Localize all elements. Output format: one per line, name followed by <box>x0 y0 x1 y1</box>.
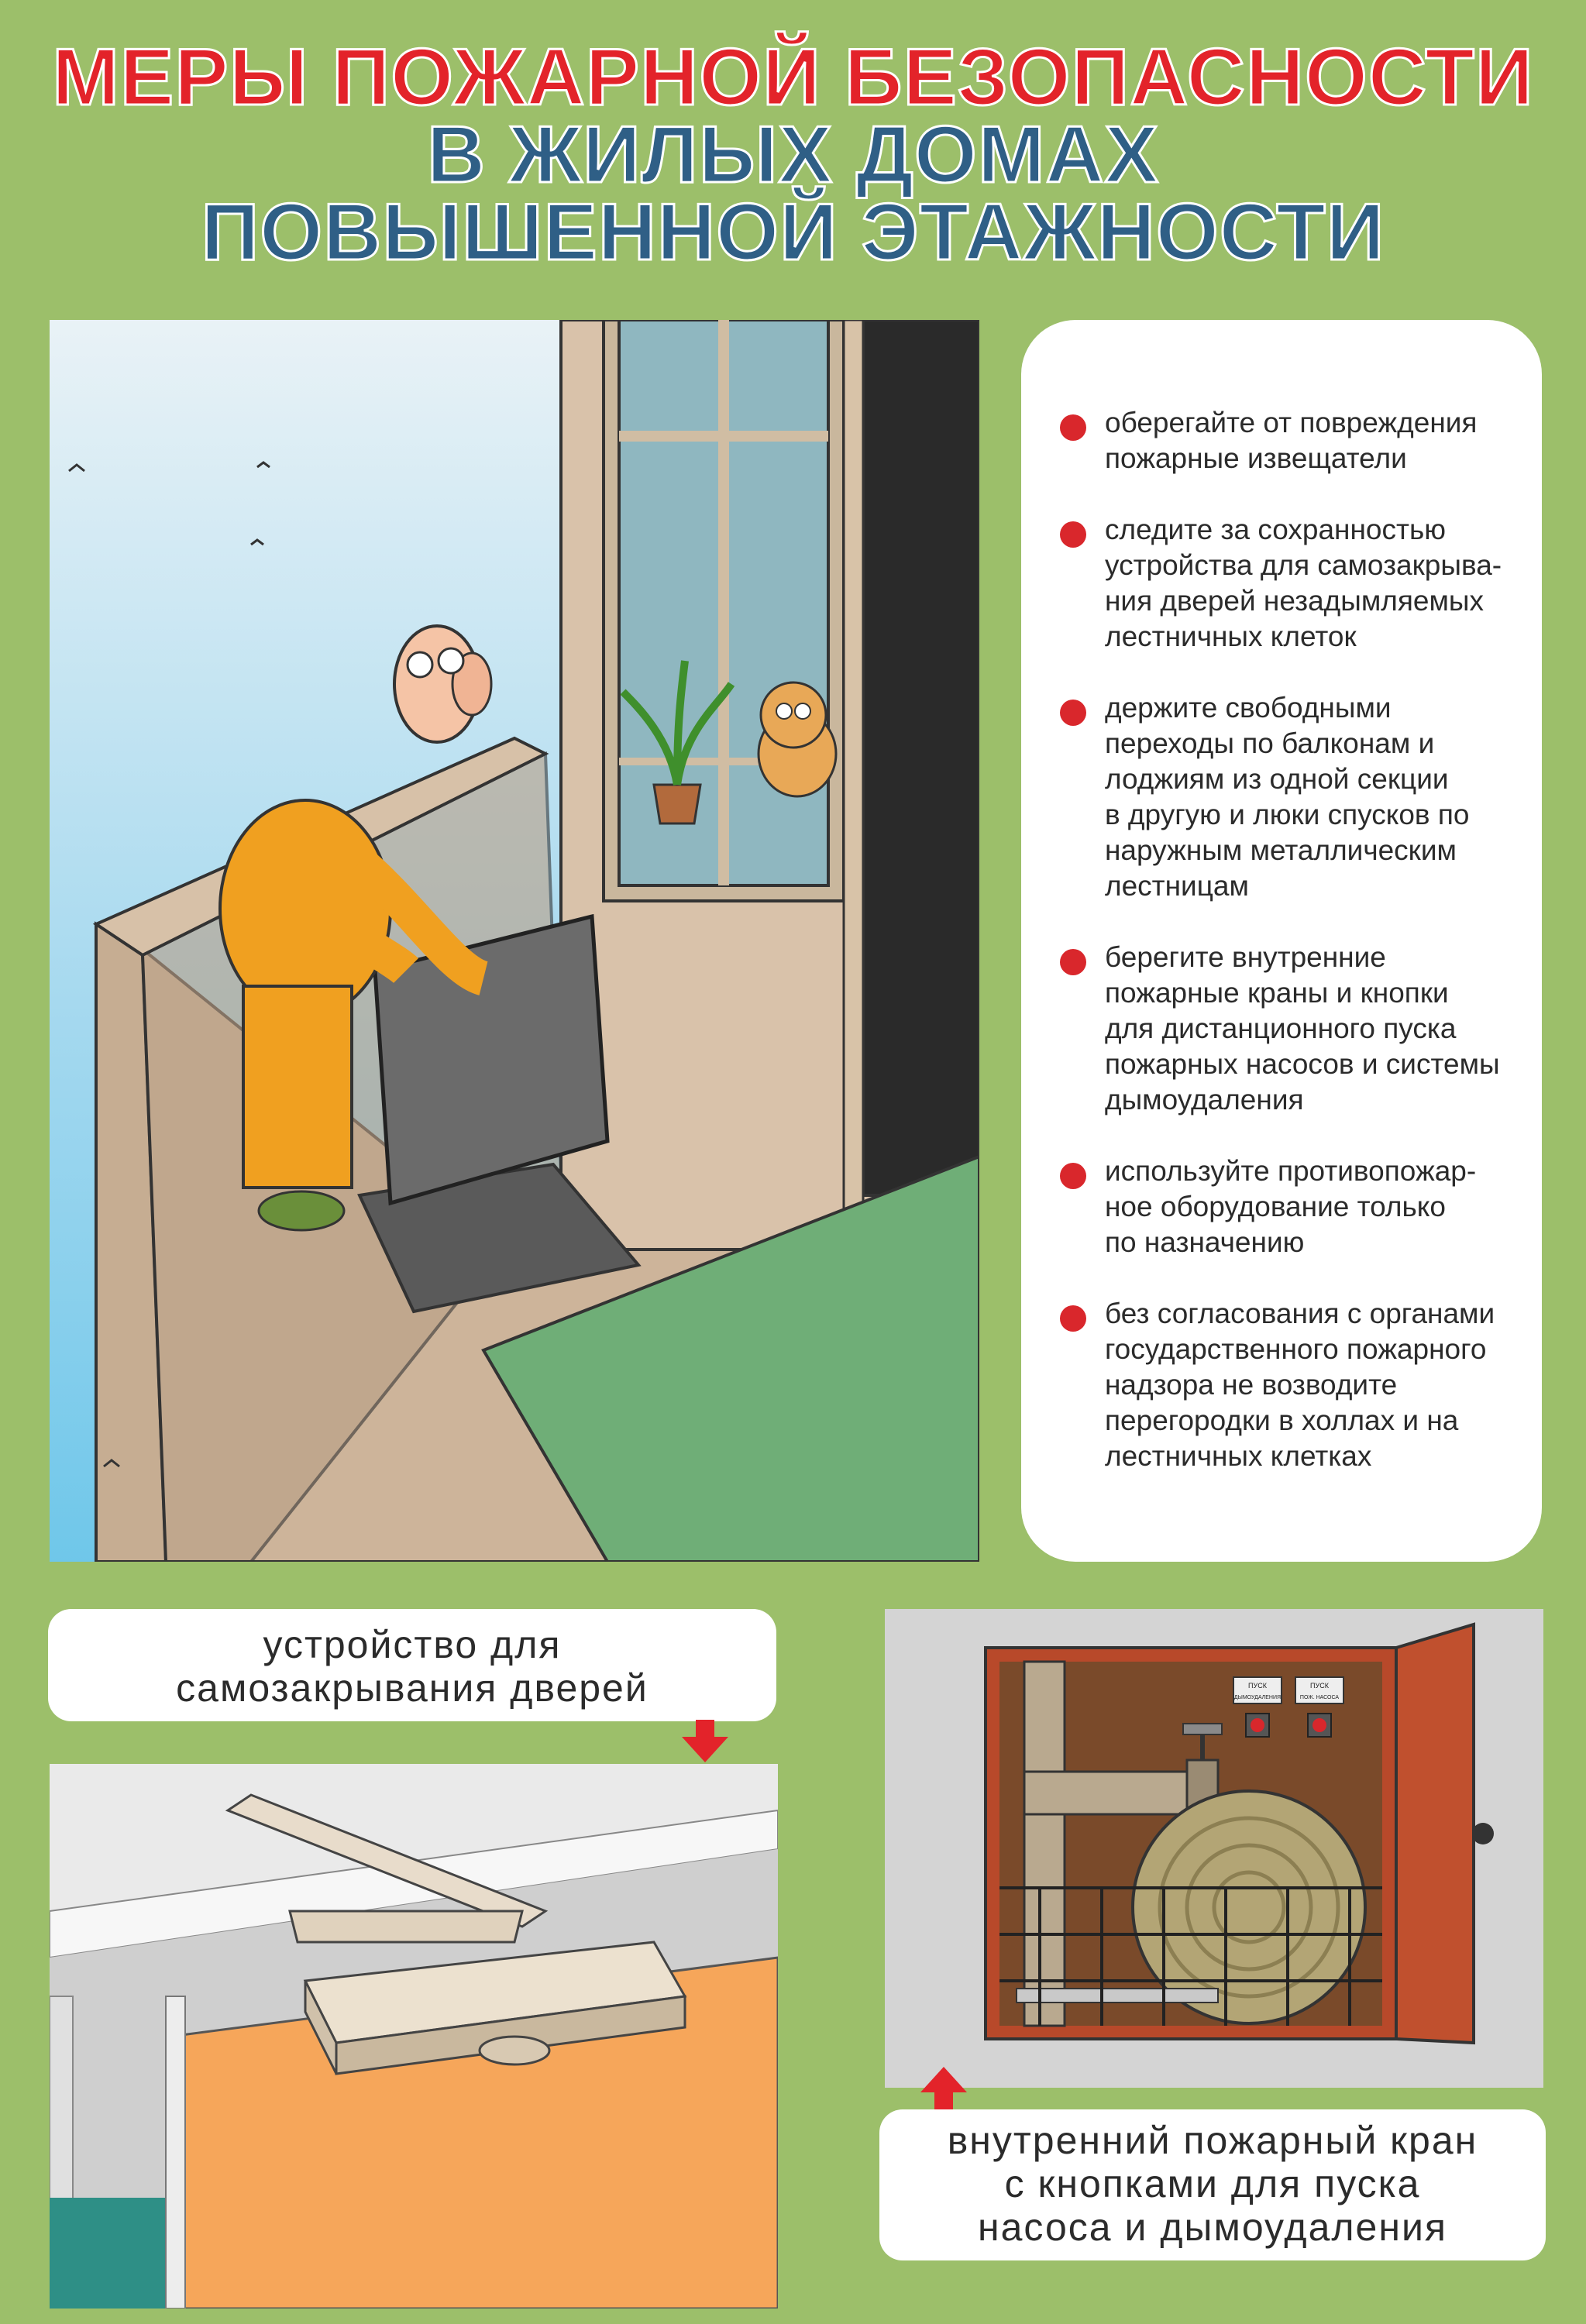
tip-text: используйте противопожар- ное оборудование только по назначению <box>1105 1155 1477 1258</box>
fire-hydrant-illustration <box>885 1609 1543 2088</box>
tip-item <box>1060 1153 1519 1260</box>
title-line-3: ПОВЫШЕННОЙ ЭТАЖНОСТИ <box>201 187 1385 277</box>
button2-label-2: ПОЖ. НАСОСА <box>1299 1695 1340 1700</box>
arrow-up-icon <box>920 2067 967 2109</box>
door-closer-caption: устройство для самозакрывания дверей <box>48 1609 776 1721</box>
tip-item <box>1060 940 1519 1118</box>
tip-item <box>1060 690 1519 904</box>
arrow-down-icon <box>682 1720 728 1762</box>
tip-text: держите свободными переходы по балконам и лоджиям из одной секции в другую и люки спусков по наружным металлическим лестницам <box>1105 692 1470 902</box>
bullet-icon <box>1060 1163 1086 1189</box>
title-line-2: В ЖИЛЫХ ДОМАХ <box>427 110 1159 200</box>
bullet-icon <box>1060 700 1086 726</box>
balcony-illustration <box>50 320 979 1562</box>
tip-item <box>1060 512 1519 655</box>
bullet-icon <box>1060 949 1086 975</box>
tip-item <box>1060 1296 1519 1474</box>
bullet-icon <box>1060 1305 1086 1332</box>
tip-text: следите за сохранностью устройства для самозакрыва- ния дверей незадымляемых лестничных клеток <box>1105 514 1502 652</box>
poster-title <box>0 33 1586 277</box>
title-line-1: МЕРЫ ПОЖАРНОЙ БЕЗОПАСНОСТИ <box>52 33 1534 122</box>
fire-hydrant-caption: внутренний пожарный кран с кнопками для пуска насоса и дымоудаления <box>879 2109 1546 2260</box>
tip-text: без согласования с органами государственного пожарного надзора не возводите перегородки в холлах и на лестничных клетках <box>1105 1298 1495 1472</box>
door-closer-illustration <box>50 1764 778 2309</box>
tip-item <box>1060 405 1519 476</box>
button1-label: ПУСК <box>1248 1682 1267 1690</box>
button2-label: ПУСК <box>1310 1682 1329 1690</box>
bullet-icon <box>1060 521 1086 548</box>
tip-text: оберегайте от повреждения пожарные извещатели <box>1105 407 1478 474</box>
button1-label-2: ДЫМОУДАЛЕНИЯ <box>1233 1695 1282 1700</box>
bullet-icon <box>1060 414 1086 441</box>
safety-tips-panel <box>1021 320 1542 1562</box>
tip-text: берегите внутренние пожарные краны и кнопки для дистанционного пуска пожарных насосов и системы дымоудаления <box>1105 941 1500 1116</box>
